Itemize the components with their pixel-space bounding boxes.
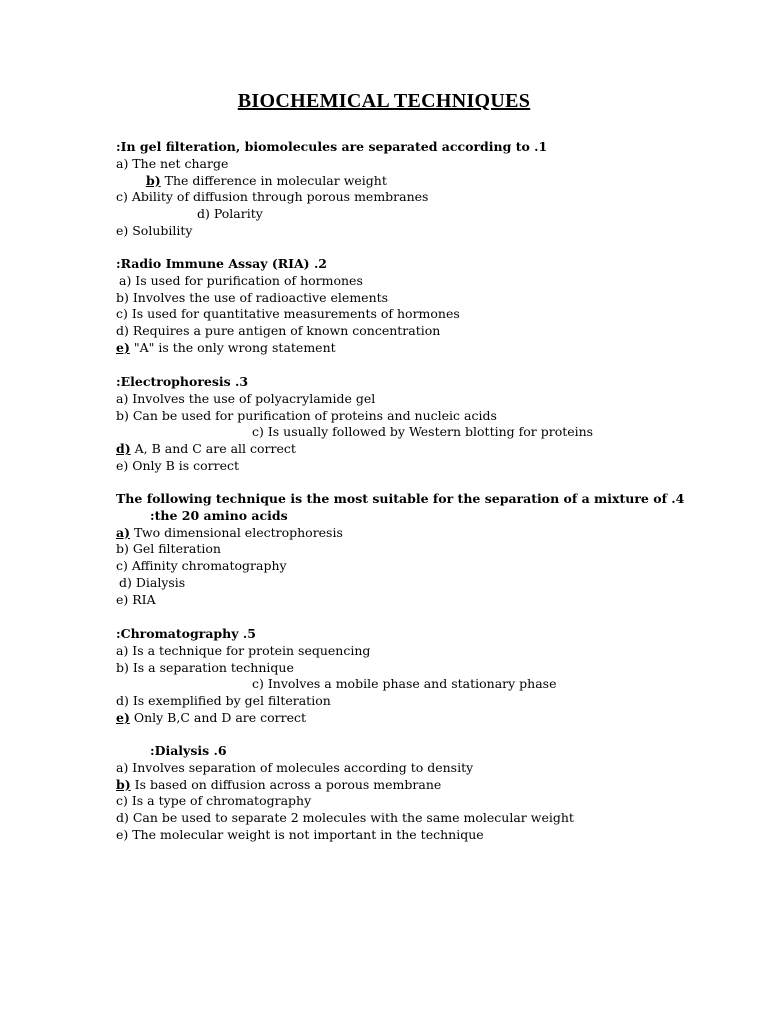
- option: [116, 827, 756, 844]
- option: [116, 391, 756, 408]
- answer-letter: b): [146, 172, 161, 188]
- option: [116, 273, 756, 290]
- question-text: :Dialysis .6: [150, 743, 227, 758]
- option-text: A, B and C are all correct: [130, 441, 296, 457]
- answer-letter: a): [116, 524, 131, 540]
- option-text: The difference in molecular weight: [160, 172, 387, 188]
- option: [116, 458, 756, 475]
- option-text: Is based on diffusion across a porous membrane: [130, 776, 442, 792]
- option: [116, 189, 756, 206]
- option-text: a) Is a technique for protein sequencing: [116, 642, 371, 658]
- option: [116, 306, 756, 323]
- option: [116, 660, 756, 677]
- option: [116, 223, 756, 240]
- option: [116, 793, 756, 810]
- option-text: e) Solubility: [116, 222, 193, 238]
- answer-option: [116, 340, 756, 357]
- answer-letter: e): [116, 339, 130, 355]
- option: [116, 206, 756, 223]
- option-text: e) RIA: [116, 591, 156, 607]
- option-text: d) Is exemplified by gel filteration: [116, 693, 331, 709]
- option: [116, 156, 756, 173]
- option-text: e) Only B is correct: [116, 457, 240, 473]
- answer-option: [116, 710, 756, 727]
- answer-letter: e): [116, 709, 130, 725]
- option-text: c) Ability of diffusion through porous membranes: [116, 189, 429, 205]
- answer-option: [116, 525, 756, 542]
- option: [116, 290, 756, 307]
- option: [116, 592, 756, 609]
- option-text: d) Can be used to separate 2 molecules with the same molecular weight: [116, 810, 574, 826]
- question-block: [116, 374, 756, 475]
- option-text: a) The net charge: [116, 155, 229, 171]
- answer-option: [116, 441, 756, 458]
- option-text: d) Polarity: [197, 206, 263, 222]
- question-text: The following technique is the most suitable for the separation of a mixture of .4: [116, 491, 685, 506]
- option-text: c) Is used for quantitative measurements of hormones: [116, 306, 460, 322]
- answer-option: [116, 777, 756, 794]
- question-text: :In gel filteration, biomolecules are separated according to .1: [116, 139, 548, 154]
- option-text: d) Dialysis: [119, 574, 186, 590]
- option-text: c) Affinity chromatography: [116, 558, 287, 574]
- option-text: b) Can be used for purification of proteins and nucleic acids: [116, 407, 497, 423]
- question-text: :the 20 amino acids: [150, 507, 288, 523]
- option-text: d) Requires a pure antigen of known concentration: [116, 323, 441, 339]
- answer-option: [116, 173, 756, 190]
- option: [116, 643, 756, 660]
- option-text: a) Involves the use of polyacrylamide gel: [116, 390, 376, 406]
- option: [116, 693, 756, 710]
- answer-letter: d): [116, 441, 131, 457]
- option-text: "A" is the only wrong statement: [129, 339, 336, 355]
- option-text: c) Is a type of chromatography: [116, 793, 312, 809]
- question-block: [116, 743, 756, 844]
- option-text: b) Involves the use of radioactive elements: [116, 289, 389, 305]
- question-text: :Electrophoresis .3: [116, 374, 249, 389]
- option-text: e) The molecular weight is not important in the technique: [116, 826, 484, 842]
- option-text: a) Is used for purification of hormones: [119, 272, 363, 288]
- option-text: c) Involves a mobile phase and stationary phase: [252, 676, 557, 692]
- option-text: Two dimensional electrophoresis: [130, 524, 343, 540]
- option: [116, 424, 756, 441]
- option-text: b) Is a separation technique: [116, 659, 294, 675]
- option: [116, 810, 756, 827]
- option: [116, 558, 756, 575]
- option: [116, 408, 756, 425]
- option: [116, 323, 756, 340]
- answer-letter: b): [116, 776, 131, 792]
- option: [116, 676, 756, 693]
- question-block: [116, 491, 756, 609]
- document-title: BIOCHEMICAL TECHNIQUES: [237, 90, 531, 112]
- option-text: Only B,C and D are correct: [129, 709, 307, 725]
- question-block: [116, 626, 756, 727]
- option: [116, 760, 756, 777]
- question-block: [116, 139, 756, 240]
- question-text: :Radio Immune Assay (RIA) .2: [116, 256, 327, 271]
- option: [116, 575, 756, 592]
- question-text: :Chromatography .5: [116, 626, 256, 641]
- option: [116, 541, 756, 558]
- option-text: a) Involves separation of molecules according to density: [116, 759, 474, 775]
- question-block: [116, 256, 756, 357]
- option-text: c) Is usually followed by Western blotting for proteins: [252, 424, 594, 440]
- option-text: b) Gel filteration: [116, 541, 221, 557]
